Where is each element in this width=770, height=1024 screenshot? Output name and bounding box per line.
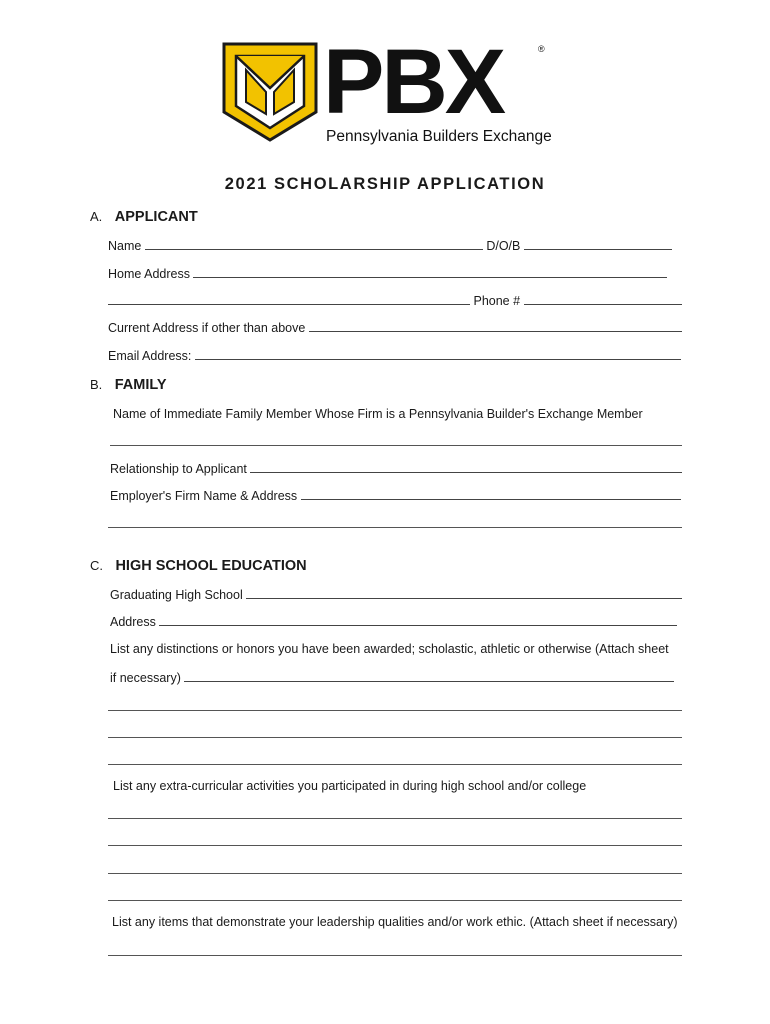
leadership-label: List any items that demonstrate your leadership qualities and/or work ethic. (Attach sheet if necessary)	[112, 915, 678, 929]
section-title: APPLICANT	[114, 209, 198, 225]
activities-line-1[interactable]	[108, 818, 682, 819]
leadership-line-1[interactable]	[108, 955, 682, 956]
activities-line-3[interactable]	[108, 873, 682, 874]
name-field[interactable]	[145, 248, 483, 250]
home-address-line2-field[interactable]	[108, 303, 470, 305]
school-row	[110, 588, 682, 602]
dob-field[interactable]	[524, 248, 672, 250]
name-label: Name	[108, 239, 142, 253]
logo-wordmark: PBX	[323, 31, 504, 133]
honors-field[interactable]	[184, 680, 674, 682]
relationship-field[interactable]	[250, 471, 682, 473]
registered-mark: ®	[538, 44, 545, 54]
email-row	[108, 349, 682, 363]
section-c-header	[90, 557, 307, 575]
pbx-logo	[222, 31, 552, 152]
employer-row	[110, 489, 682, 503]
school-address-row	[110, 615, 682, 629]
logo-subtitle: Pennsylvania Builders Exchange	[326, 128, 552, 145]
phone-label: Phone #	[473, 294, 521, 308]
current-address-label: Current Address if other than above	[108, 321, 306, 335]
section-a-header	[90, 208, 198, 226]
activities-line-2[interactable]	[108, 845, 682, 846]
honors-line-2[interactable]	[108, 710, 682, 711]
school-field[interactable]	[246, 597, 682, 599]
page-title: 2021 SCHOLARSHIP APPLICATION	[224, 175, 546, 193]
employer-line2-field[interactable]	[108, 527, 682, 528]
section-letter: C.	[90, 558, 103, 573]
dob-label: D/O/B	[486, 239, 521, 253]
home-address-field[interactable]	[193, 276, 667, 278]
current-address-field[interactable]	[309, 330, 682, 332]
honors-row	[110, 671, 682, 685]
school-address-field[interactable]	[159, 624, 677, 626]
school-address-label: Address	[110, 615, 156, 629]
honors-line-4[interactable]	[108, 764, 682, 765]
relationship-label: Relationship to Applicant	[110, 462, 247, 476]
relationship-row	[110, 462, 682, 476]
honors-label: List any distinctions or honors you have been awarded; scholastic, athletic or otherwise (Attach sheet	[110, 642, 669, 656]
section-b-header	[90, 376, 167, 394]
activities-line-4[interactable]	[108, 900, 682, 901]
activities-label: List any extra-curricular activities you participated in during high school and/or college	[113, 779, 587, 793]
name-row	[108, 239, 682, 253]
phone-field[interactable]	[524, 303, 682, 305]
honors-line-3[interactable]	[108, 737, 682, 738]
honors-label-2: if necessary)	[110, 671, 181, 685]
section-letter: B.	[90, 377, 103, 392]
section-title: FAMILY	[114, 377, 167, 393]
current-address-row	[108, 321, 682, 335]
section-title: HIGH SCHOOL EDUCATION	[115, 558, 307, 574]
shield-logo-icon	[222, 42, 318, 142]
phone-row	[108, 294, 682, 308]
school-label: Graduating High School	[110, 588, 243, 602]
section-letter: A.	[90, 209, 103, 224]
home-address-row	[108, 267, 682, 281]
email-field[interactable]	[195, 358, 681, 360]
home-address-label: Home Address	[108, 267, 190, 281]
employer-field[interactable]	[301, 498, 681, 500]
family-member-field[interactable]	[110, 445, 682, 446]
email-label: Email Address:	[108, 349, 192, 363]
family-member-label: Name of Immediate Family Member Whose Firm is a Pennsylvania Builder's Exchange Member	[113, 407, 643, 421]
employer-label: Employer's Firm Name & Address	[110, 489, 298, 503]
